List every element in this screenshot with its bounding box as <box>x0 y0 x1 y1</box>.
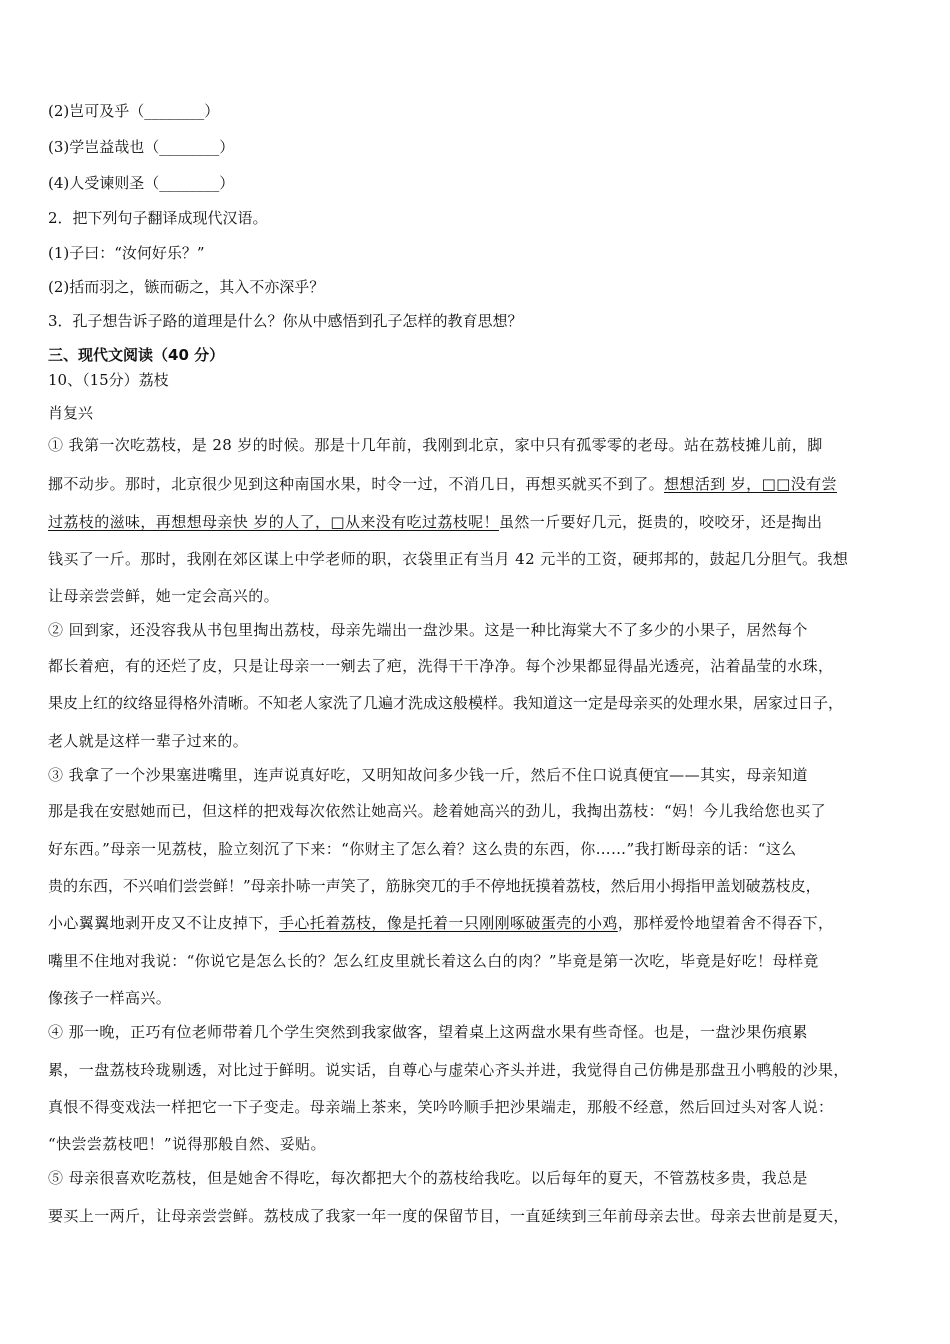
p1-line: 让母亲尝尝鲜，她一定会高兴的。 <box>48 587 280 605</box>
p3-line: 那是我在安慰她而已，但这样的把戏每次依然让她高兴。趁着她高兴的劲儿，我掏出荔枝：“妈！今儿我给您也买了 <box>48 802 827 820</box>
p4-line: 真恨不得变戏法一样把它一下子变走。母亲端上茶来，笑吟吟顺手把沙果端走，那般不经意，然后回过头对客人说： <box>48 1098 834 1116</box>
p1-line: 挪不动步。那时，北京很少见到这种南国水果，时令一过，不消几日，再想买就买不到了。想想活到 岁，□□没有尝 <box>48 475 837 493</box>
underlined-sentence: 想想活到 岁，□□没有尝 <box>664 475 837 493</box>
underlined-sentence: 过荔枝的滋味，再想想母亲快 岁的人了，□从来没有吃过荔枝呢！ <box>48 513 499 531</box>
q1-item-3: (3)学岂益哉也（________） <box>48 138 235 156</box>
section-title: 三、现代文阅读（40 分） <box>48 346 225 364</box>
q2-prompt: 2．把下列句子翻译成现代汉语。 <box>48 209 268 227</box>
underlined-sentence: 手心托着荔枝，像是托着一只刚刚啄破蛋壳的小鸡 <box>279 914 618 932</box>
p1-line: 钱买了一斤。那时，我刚在郊区谋上中学老师的职，衣袋里正有当月 42 元半的工资，硬邦邦的，鼓起几分胆气。我想 <box>48 550 849 568</box>
q2-item-1: (1)子曰：“汝何好乐？” <box>48 244 205 262</box>
q3-prompt: 3．孔子想告诉子路的道理是什么？你从中感悟到孔子怎样的教育思想？ <box>48 312 523 330</box>
p3-line: 小心翼翼地剥开皮又不让皮掉下，手心托着荔枝，像是托着一只刚刚啄破蛋壳的小鸡，那样爱怜地望着舍不得吞下， <box>48 914 834 932</box>
p1-line: ① 我第一次吃荔枝，是 28 岁的时候。那是十几年前，我刚到北京，家中只有孤零零的老母。站在荔枝摊儿前，脚 <box>48 436 823 454</box>
p5-line: ⑤ 母亲很喜欢吃荔枝，但是她舍不得吃，每次都把大个的荔枝给我吃。以后每年的夏天，不管荔枝多贵，我总是 <box>48 1169 808 1187</box>
p4-line: ④ 那一晚，正巧有位老师带着几个学生突然到我家做客，望着桌上这两盘水果有些奇怪。也是，一盘沙果伤痕累 <box>48 1023 808 1041</box>
p2-line: 老人就是这样一辈子过来的。 <box>48 732 249 750</box>
p3-line: 好东西。”母亲一见荔枝，脸立刻沉了下来：“你财主了怎么着？这么贵的东西，你……”我打断母亲的话：“这么 <box>48 840 797 858</box>
q1-item-2: (2)岂可及乎（________） <box>48 102 220 120</box>
p3-line: 像孩子一样高兴。 <box>48 989 172 1007</box>
p1-line: 过荔枝的滋味，再想想母亲快 岁的人了，□从来没有吃过荔枝呢！虽然一斤要好几元，挺贵的，咬咬牙，还是掏出 <box>48 513 823 531</box>
question-header: 10、（15分）荔枝 <box>48 371 169 389</box>
q2-item-2: (2)括而羽之，镞而砺之，其入不亦深乎？ <box>48 278 325 296</box>
p5-line: 要买上一两斤，让母亲尝尝鲜。荔枝成了我家一年一度的保留节目，一直延续到三年前母亲去世。母亲去世前是夏天， <box>48 1207 849 1225</box>
p3-line: 嘴里不住地对我说：“你说它是怎么长的？怎么红皮里就长着这么白的肉？”毕竟是第一次吃，毕竟是好吃！母样竟 <box>48 952 819 970</box>
p3-line: ③ 我拿了一个沙果塞进嘴里，连声说真好吃，又明知故问多少钱一斤，然后不住口说真便宜——其实，母亲知道 <box>48 766 808 784</box>
author: 肖复兴 <box>48 404 94 422</box>
p3-line: 贵的东西，不兴咱们尝尝鲜！”母亲扑哧一声笑了，筋脉突兀的手不停地抚摸着荔枝，然后用小拇指甲盖划破荔枝皮， <box>48 877 821 895</box>
q1-item-4: (4)人受谏则圣（________） <box>48 174 235 192</box>
p4-line: “快尝尝荔枝吧！”说得那般自然、妥贴。 <box>48 1135 326 1153</box>
p2-line: 果皮上红的纹络显得格外清晰。不知老人家洗了几遍才洗成这般模样。我知道这一定是母亲买的处理水果，居家过日子， <box>48 694 844 712</box>
p2-line: 都长着疤，有的还烂了皮，只是让母亲一一剜去了疤，洗得干干净净。每个沙果都显得晶光透亮，沾着晶莹的水珠， <box>48 657 834 675</box>
p4-line: 累，一盘荔枝玲珑剔透，对比过于鲜明。说实话，自尊心与虚荣心齐头并进，我觉得自己仿佛是那盘丑小鸭般的沙果， <box>48 1061 849 1079</box>
p2-line: ② 回到家，还没容我从书包里掏出荔枝，母亲先端出一盘沙果。这是一种比海棠大不了多少的小果子，居然每个 <box>48 621 808 639</box>
